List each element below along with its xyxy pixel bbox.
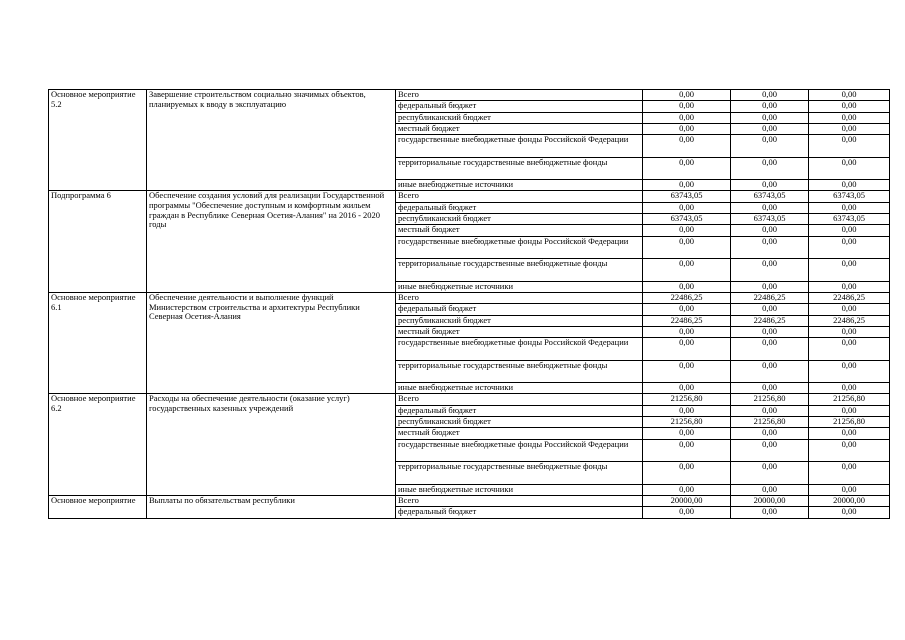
amount-cell: 0,00 [809,225,890,236]
amount-cell: 0,00 [731,180,809,191]
amount-cell: 0,00 [643,405,731,416]
amount-cell: 0,00 [643,225,731,236]
amount-cell: 0,00 [809,405,890,416]
amount-cell: 0,00 [643,507,731,518]
amount-cell: 0,00 [809,112,890,123]
funding-source-cell: Всего [396,292,643,303]
funding-source-cell: республиканский бюджет [396,112,643,123]
amount-cell: 20000,00 [731,495,809,506]
amount-cell: 0,00 [643,326,731,337]
funding-source-cell: иные внебюджетные источники [396,484,643,495]
amount-cell: 0,00 [809,123,890,134]
amount-cell: 0,00 [643,202,731,213]
amount-cell: 0,00 [643,383,731,394]
amount-cell: 0,00 [809,428,890,439]
funding-source-cell: республиканский бюджет [396,214,643,225]
funding-source-cell: государственные внебюджетные фонды Российской Федерации [396,338,643,361]
amount-cell: 0,00 [809,202,890,213]
funding-source-cell: республиканский бюджет [396,315,643,326]
funding-source-cell: территориальные государственные внебюджетные фонды [396,360,643,383]
program-title-cell: Обеспечение деятельности и выполнение функций Министерством строительства и архитектуры Республики Северная Осетия-Алания [147,292,396,393]
amount-cell: 63743,05 [643,214,731,225]
amount-cell: 0,00 [731,439,809,462]
amount-cell: 21256,80 [643,394,731,405]
funding-source-cell: территориальные государственные внебюджетные фонды [396,259,643,282]
program-title-cell: Расходы на обеспечение деятельности (оказание услуг) государственных казенных учреждений [147,394,396,495]
amount-cell: 0,00 [643,338,731,361]
funding-source-cell: федеральный бюджет [396,405,643,416]
amount-cell: 0,00 [809,157,890,180]
funding-source-cell: местный бюджет [396,326,643,337]
table-row [49,495,890,506]
amount-cell: 22486,25 [809,292,890,303]
amount-cell: 0,00 [731,338,809,361]
amount-cell: 21256,80 [731,417,809,428]
amount-cell: 0,00 [809,360,890,383]
amount-cell: 0,00 [731,383,809,394]
amount-cell: 0,00 [731,462,809,485]
amount-cell: 0,00 [643,304,731,315]
amount-cell: 0,00 [731,225,809,236]
funding-source-cell: федеральный бюджет [396,101,643,112]
amount-cell: 0,00 [809,135,890,158]
table-row [49,394,890,405]
amount-cell: 0,00 [731,135,809,158]
amount-cell: 0,00 [731,304,809,315]
table-row [49,90,890,101]
amount-cell: 0,00 [643,259,731,282]
amount-cell: 63743,05 [643,191,731,202]
amount-cell: 0,00 [809,259,890,282]
amount-cell: 0,00 [731,405,809,416]
funding-source-cell: федеральный бюджет [396,202,643,213]
amount-cell: 21256,80 [809,394,890,405]
funding-source-cell: Всего [396,191,643,202]
program-title-cell: Обеспечение создания условий для реализации Государственной программы "Обеспечение доступным и комфортным жильем граждан в Республике Северная Осетия-Алания" на 2016 - 2020 годы [147,191,396,292]
funding-source-cell: иные внебюджетные источники [396,281,643,292]
amount-cell: 0,00 [643,360,731,383]
amount-cell: 0,00 [809,236,890,259]
amount-cell: 0,00 [731,326,809,337]
amount-cell: 0,00 [643,439,731,462]
table-row [49,292,890,303]
amount-cell: 0,00 [643,101,731,112]
funding-source-cell: федеральный бюджет [396,507,643,518]
amount-cell: 0,00 [731,428,809,439]
funding-source-cell: государственные внебюджетные фонды Российской Федерации [396,236,643,259]
amount-cell: 0,00 [731,202,809,213]
amount-cell: 63743,05 [809,191,890,202]
amount-cell: 0,00 [643,180,731,191]
amount-cell: 0,00 [731,507,809,518]
amount-cell: 0,00 [643,484,731,495]
amount-cell: 63743,05 [731,191,809,202]
amount-cell: 63743,05 [809,214,890,225]
program-code-cell: Основное мероприятие [49,495,147,518]
funding-source-cell: федеральный бюджет [396,304,643,315]
amount-cell: 21256,80 [731,394,809,405]
amount-cell: 20000,00 [643,495,731,506]
amount-cell: 0,00 [809,439,890,462]
amount-cell: 22486,25 [731,315,809,326]
amount-cell: 0,00 [643,157,731,180]
amount-cell: 0,00 [731,360,809,383]
amount-cell: 0,00 [809,180,890,191]
amount-cell: 0,00 [731,259,809,282]
program-code-cell: Подпрограмма 6 [49,191,147,292]
amount-cell: 0,00 [731,281,809,292]
amount-cell: 0,00 [809,281,890,292]
amount-cell: 22486,25 [731,292,809,303]
amount-cell: 0,00 [809,383,890,394]
amount-cell: 21256,80 [809,417,890,428]
amount-cell: 0,00 [643,462,731,485]
amount-cell: 0,00 [731,101,809,112]
amount-cell: 0,00 [809,484,890,495]
funding-source-cell: республиканский бюджет [396,417,643,428]
program-code-cell: Основное мероприятие 6.1 [49,292,147,393]
amount-cell: 0,00 [643,281,731,292]
funding-source-cell: Всего [396,394,643,405]
program-title-cell: Выплаты по обязательствам республики [147,495,396,518]
amount-cell: 0,00 [731,236,809,259]
amount-cell: 0,00 [809,304,890,315]
amount-cell: 0,00 [809,462,890,485]
amount-cell: 0,00 [731,157,809,180]
amount-cell: 0,00 [809,101,890,112]
amount-cell: 0,00 [731,112,809,123]
funding-source-cell: иные внебюджетные источники [396,383,643,394]
funding-source-cell: территориальные государственные внебюджетные фонды [396,157,643,180]
amount-cell: 0,00 [809,90,890,101]
amount-cell: 63743,05 [731,214,809,225]
funding-source-cell: местный бюджет [396,225,643,236]
funding-source-cell: Всего [396,90,643,101]
amount-cell: 0,00 [809,338,890,361]
budget-table [48,89,890,519]
amount-cell: 22486,25 [643,292,731,303]
amount-cell: 0,00 [643,428,731,439]
amount-cell: 0,00 [643,123,731,134]
funding-source-cell: местный бюджет [396,428,643,439]
amount-cell: 0,00 [643,236,731,259]
amount-cell: 21256,80 [643,417,731,428]
amount-cell: 0,00 [731,90,809,101]
amount-cell: 0,00 [809,326,890,337]
funding-source-cell: территориальные государственные внебюджетные фонды [396,462,643,485]
amount-cell: 0,00 [809,507,890,518]
program-title-cell: Завершение строительством социально значимых объектов, планируемых к вводу в эксплуатацию [147,90,396,191]
amount-cell: 22486,25 [643,315,731,326]
amount-cell: 0,00 [643,112,731,123]
program-code-cell: Основное мероприятие 6.2 [49,394,147,495]
funding-source-cell: Всего [396,495,643,506]
funding-source-cell: государственные внебюджетные фонды Российской Федерации [396,135,643,158]
amount-cell: 0,00 [643,90,731,101]
funding-source-cell: государственные внебюджетные фонды Российской Федерации [396,439,643,462]
amount-cell: 22486,25 [809,315,890,326]
amount-cell: 0,00 [731,123,809,134]
amount-cell: 0,00 [643,135,731,158]
funding-source-cell: иные внебюджетные источники [396,180,643,191]
program-code-cell: Основное мероприятие 5.2 [49,90,147,191]
funding-source-cell: местный бюджет [396,123,643,134]
amount-cell: 20000,00 [809,495,890,506]
table-row [49,191,890,202]
amount-cell: 0,00 [731,484,809,495]
